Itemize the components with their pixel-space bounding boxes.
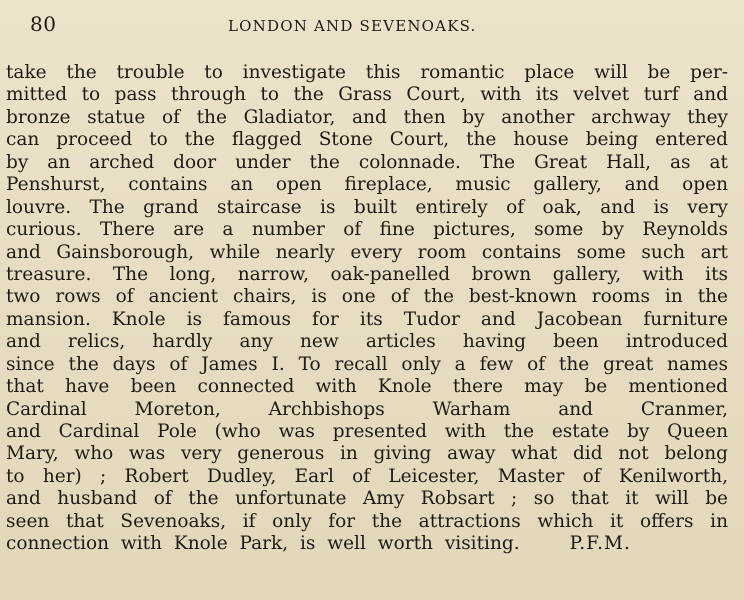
text-line: seen that Sevenoaks, if only for the attractions which it offers in	[6, 510, 728, 532]
running-title: LONDON AND SEVENOAKS.	[228, 17, 477, 35]
text-line: since the days of James I. To recall only a few of the great names	[6, 353, 728, 375]
author-signature: P.F.M.	[569, 533, 631, 555]
text-line: Penshurst, contains an open fireplace, music gallery, and open	[6, 174, 728, 196]
text-line: two rows of ancient chairs, is one of the best-known rooms in the	[6, 286, 728, 308]
text-line: and Gainsborough, while nearly every room contains some such art	[6, 241, 728, 263]
text-line: and Cardinal Pole (who was presented with the estate by Queen	[6, 421, 728, 442]
text-line: mitted to pass through to the Grass Court, with its velvet turf and	[6, 84, 728, 106]
text-line: treasure. The long, narrow, oak-panelled brown gallery, with its	[6, 263, 728, 285]
text-line: to her) ; Robert Dudley, Earl of Leicester, Master of Kenilworth,	[6, 465, 728, 487]
text-line: Mary, who was very generous in giving away what did not belong	[6, 443, 728, 465]
text-line: bronze statue of the Gladiator, and then by another archway they	[6, 106, 728, 128]
text-line: by an arched door under the colonnade. The Great Hall, as at	[6, 151, 728, 173]
text-line: can proceed to the flagged Stone Court, the house being entered	[6, 129, 728, 151]
text-line: Cardinal Moreton, Archbishops Warham and Cranmer,	[6, 398, 728, 420]
text-line: take the trouble to investigate this romantic place will be per-	[6, 62, 728, 83]
text-line: that have been connected with Knole there may be mentioned	[6, 376, 728, 398]
text-line: louvre. The grand staircase is built entirely of oak, and is very	[6, 196, 728, 218]
text-line: and husband of the unfortunate Amy Robsart ; so that it will be	[6, 488, 728, 510]
text-line: and relics, hardly any new articles having been introduced	[6, 331, 728, 353]
text-line: curious. There are a number of fine pictures, some by Reynolds	[6, 219, 728, 241]
final-text-line	[6, 533, 728, 555]
page-number: 80	[30, 12, 57, 36]
text-line: mansion. Knole is famous for its Tudor and Jacobean furniture	[6, 308, 728, 330]
final-line-text: connection with Knole Park, is well worth visiting.	[6, 533, 520, 555]
body-text	[6, 62, 728, 556]
